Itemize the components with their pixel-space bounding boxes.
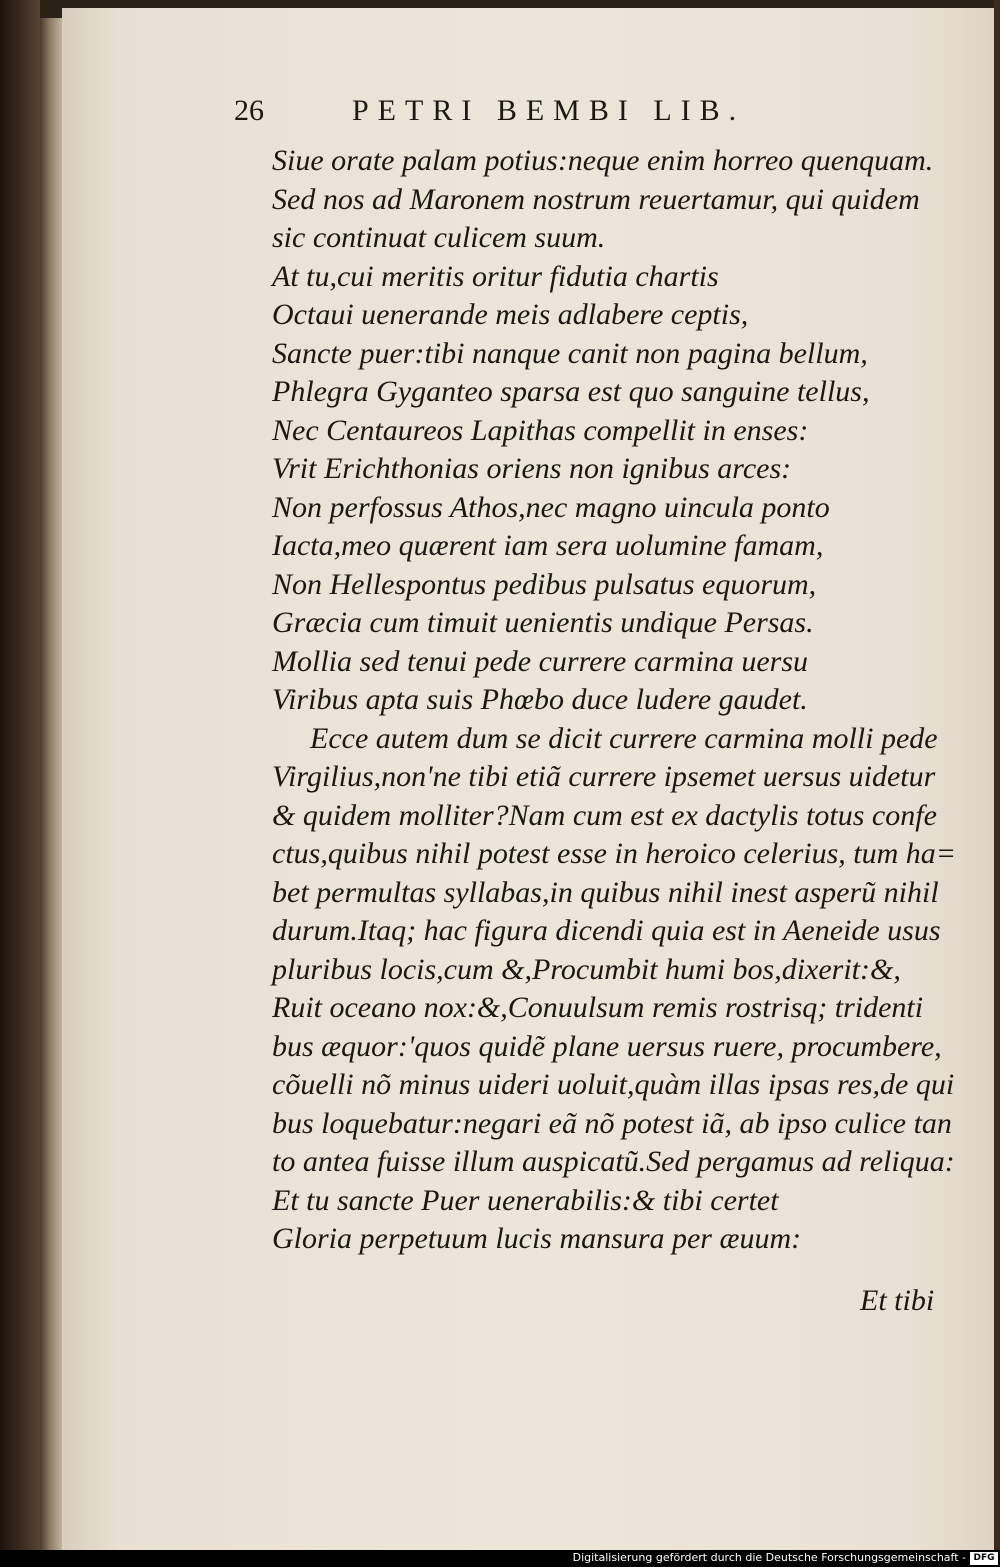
text-line: durum.Itaq; hac figura dicendi quia est in Aeneide usus (272, 914, 941, 947)
text-line: cõuelli nõ minus uideri uoluit,quàm illas ipsas res,de qui (272, 1068, 955, 1101)
text-line: Iacta,meo quærent iam sera uolumine famam, (272, 529, 824, 562)
page-gutter (40, 18, 64, 1550)
dfg-logo: DFG (970, 1552, 998, 1565)
text-line: Non Hellespontus pedibus pulsatus equorum, (272, 567, 817, 601)
text-line: bet permultas syllabas,in quibus nihil inest asperũ nihil (272, 875, 939, 909)
text-line: At tu,cui meritis oritur fidutia chartis (272, 259, 719, 293)
text-line: Phlegra Gyganteo sparsa est quo sanguine tellus, (272, 375, 870, 408)
text-line: & quidem molliter?Nam cum est ex dactylis totus confe (272, 798, 937, 832)
text-line: Nec Centaureos Lapithas compellit in enses: (272, 413, 809, 447)
text-line: Græcia cum timuit uenientis undique Persas. (272, 606, 814, 639)
text-line: Virgilius,non'ne tibi etiã currere ipsemet uersus uidetur (272, 760, 936, 793)
footer-credit: Digitalisierung gefördert durch die Deutsche Forschungsgemeinschaft - (572, 1551, 966, 1564)
text-line: Sed nos ad Maronem nostrum reuertamur, qui quidem (272, 182, 920, 216)
text-line: Octaui uenerande meis adlabere ceptis, (272, 298, 749, 331)
text-line: ctus,quibus nihil potest esse in heroico celerius, tum ha= (272, 837, 957, 870)
text-line: Sancte puer:tibi nanque canit non pagina bellum, (272, 336, 868, 370)
page-number: 26 (234, 94, 264, 127)
text-line: pluribus locis,cum &,Procumbit humi bos,dixerit:&, (272, 952, 901, 986)
running-head: PETRI BEMBI LIB. (352, 94, 746, 127)
text-line: to antea fuisse illum auspicatũ.Sed pergamus ad reliqua: (272, 1145, 955, 1178)
page-right-edge (994, 0, 1000, 1550)
text-line: sic continuat culicem suum. (272, 221, 606, 254)
digitization-footer (0, 1550, 1000, 1567)
text-line: bus loquebatur:negari eã nõ potest iã, ab ipso culice tan (272, 1106, 952, 1140)
page-header (62, 94, 922, 134)
catchword: Et tibi (860, 1284, 935, 1317)
text-block (272, 142, 972, 1259)
text-line: Et tu sancte Puer uenerabilis:& tibi certet (272, 1183, 779, 1217)
text-line: Ruit oceano nox:&,Conuulsum remis rostrisq; tridenti (272, 991, 924, 1024)
text-line: Siue orate palam potius:neque enim horreo quenquam. (272, 144, 934, 177)
text-line: Ecce autem dum se dicit currere carmina molli pede (310, 721, 938, 755)
text-line: Vrit Erichthonias oriens non ignibus arces: (272, 452, 792, 485)
text-line: Gloria perpetuum lucis mansura per æuum: (272, 1222, 802, 1255)
text-line: bus æquor:'quos quidẽ plane uersus ruere, procumbere, (272, 1029, 942, 1063)
text-line: Viribus apta suis Phœbo duce ludere gaudet. (272, 683, 808, 716)
text-line: Non perfossus Athos,nec magno uincula ponto (272, 490, 830, 524)
text-line: Mollia sed tenui pede currere carmina uersu (272, 644, 809, 678)
book-binding (0, 0, 40, 1550)
book-page (62, 8, 1000, 1550)
